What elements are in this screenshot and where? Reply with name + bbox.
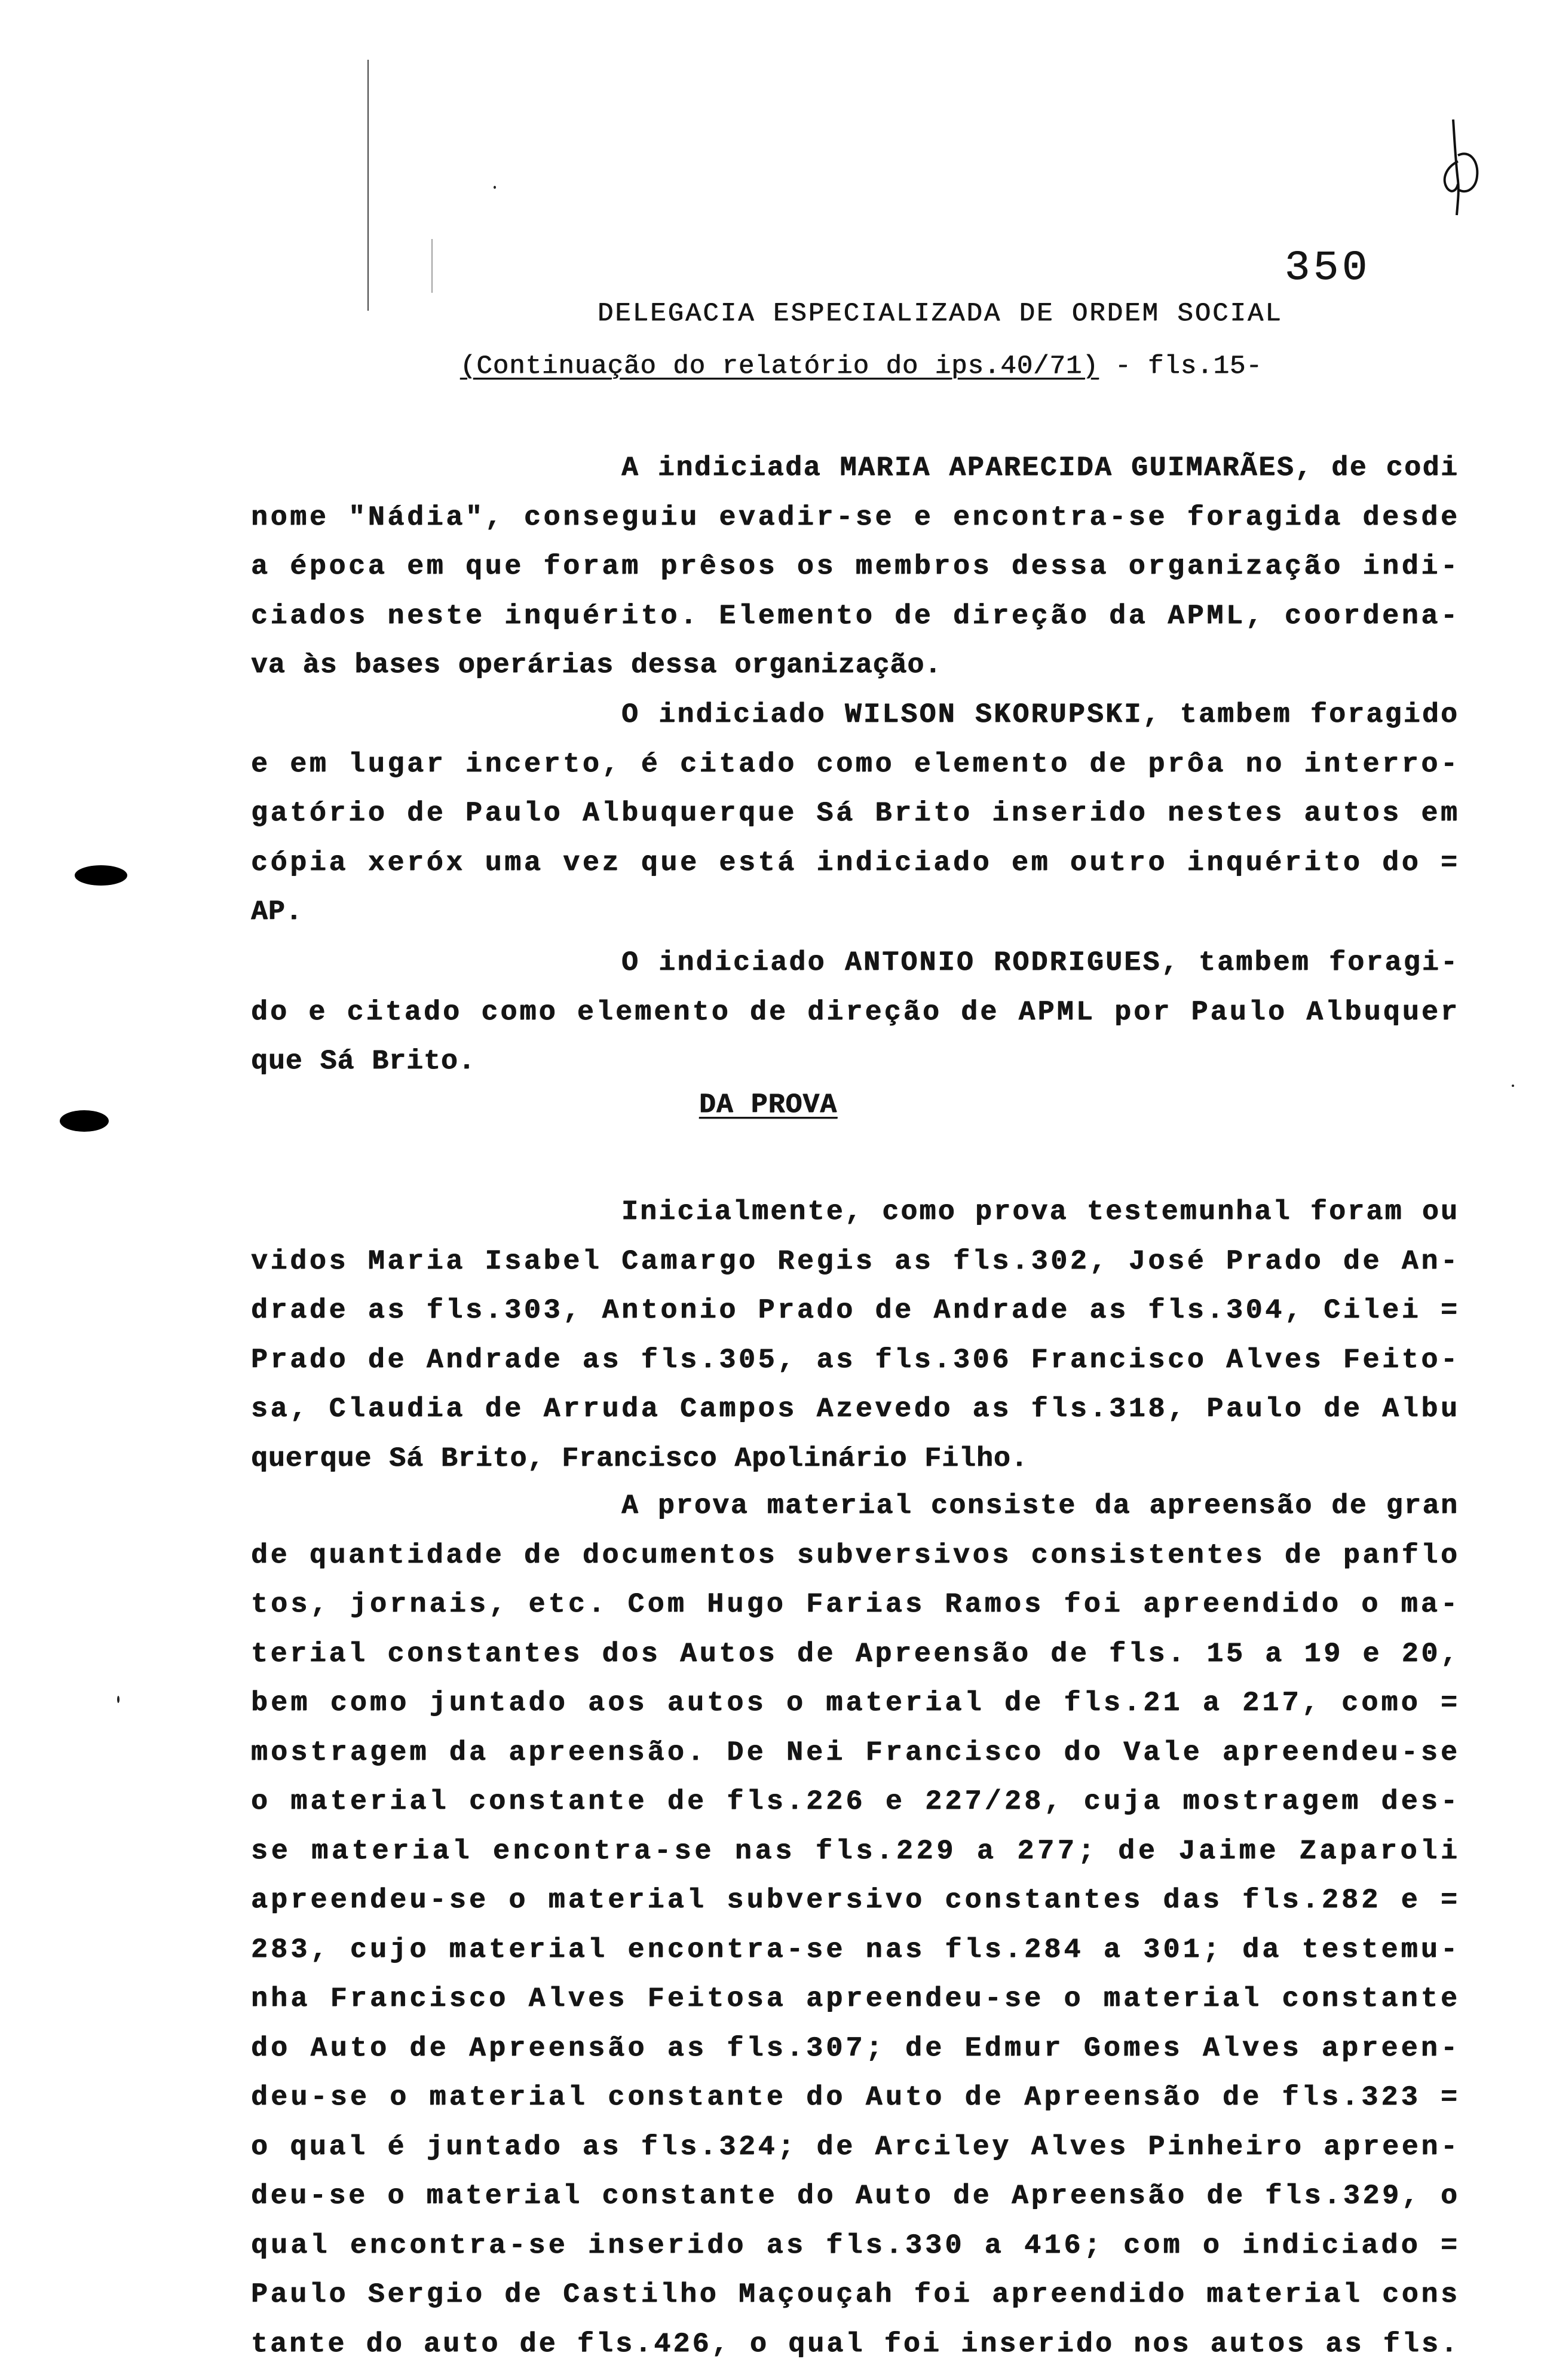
text-line: tos, jornais, etc. Com Hugo Farias Ramos foi apreendido o ma- bbox=[251, 1588, 1461, 1620]
text-line: o material constante de fls.226 e 227/28, cuja mostragem des- bbox=[251, 1785, 1461, 1817]
text-line: que Sá Brito. bbox=[251, 1045, 476, 1077]
folio-reference: - fls.15- bbox=[1098, 351, 1263, 381]
text-line: AP. bbox=[251, 896, 303, 927]
text-line: 283, cujo material encontra-se nas fls.284 a 301; da testemu- bbox=[251, 1933, 1461, 1965]
punch-hole bbox=[75, 865, 127, 886]
punch-hole bbox=[60, 1110, 109, 1132]
header-subtitle bbox=[460, 351, 1263, 381]
margin-line bbox=[431, 239, 433, 293]
text-line: qual encontra-se inserido as fls.330 a 416; com o indiciado = bbox=[251, 2229, 1461, 2261]
text-line: O indiciado WILSON SKORUPSKI, tambem foragido bbox=[621, 699, 1460, 730]
text-line: a época em que foram prêsos os membros dessa organização indi- bbox=[251, 550, 1460, 582]
report-reference: (Continuação do relatório do ips.40/71) bbox=[460, 351, 1099, 381]
text-line: tante do auto de fls.426, o qual foi inserido nos autos as fls. bbox=[251, 2327, 1460, 2360]
text-line: Prado de Andrade as fls.305, as fls.306 Francisco Alves Feito- bbox=[251, 1343, 1460, 1376]
text-line: Inicialmente, como prova testemunhal foram ou bbox=[621, 1196, 1460, 1227]
text-line: drade as fls.303, Antonio Prado de Andrade as fls.304, Cilei = bbox=[251, 1294, 1460, 1326]
text-line: do e citado como elemento de direção de APML por Paulo Albuquer bbox=[251, 996, 1460, 1028]
scan-speck bbox=[1512, 1085, 1514, 1087]
text-line: bem como juntado aos autos o material de fls.21 a 217, como = bbox=[251, 1687, 1461, 1719]
text-line: nha Francisco Alves Feitosa apreendeu-se o material constante bbox=[251, 1983, 1461, 2014]
text-line: do Auto de Apreensão as fls.307; de Edmur Gomes Alves apreen- bbox=[251, 2032, 1461, 2064]
text-line: cópia xeróx uma vez que está indiciado em outro inquérito do = bbox=[251, 846, 1460, 878]
header-title: DELEGACIA ESPECIALIZADA DE ORDEM SOCIAL bbox=[598, 299, 1283, 329]
text-line: mostragem da apreensão. De Nei Francisco do Vale apreendeu-se bbox=[251, 1736, 1461, 1768]
text-line: va às bases operárias dessa organização. bbox=[251, 649, 942, 681]
handwritten-mark-icon bbox=[1434, 114, 1500, 221]
text-line: gatório de Paulo Albuquerque Sá Brito inserido nestes autos em bbox=[251, 797, 1460, 829]
page-number: 350 bbox=[1285, 245, 1371, 292]
text-line: ciados neste inquérito. Elemento de direção da APML, coordena- bbox=[251, 599, 1460, 632]
text-line: querque Sá Brito, Francisco Apolinário Filho. bbox=[251, 1442, 1028, 1474]
text-line: A indiciada MARIA APARECIDA GUIMARÃES, de codi bbox=[621, 452, 1459, 483]
text-line: o qual é juntado as fls.324; de Arciley Alves Pinheiro apreen- bbox=[251, 2130, 1460, 2162]
text-line: vidos Maria Isabel Camargo Regis as fls.302, José Prado de An- bbox=[251, 1245, 1460, 1277]
scan-speck bbox=[117, 1696, 120, 1703]
margin-line bbox=[367, 60, 369, 311]
scan-speck bbox=[494, 186, 496, 189]
text-line: apreendeu-se o material subversivo constantes das fls.282 e = bbox=[251, 1884, 1461, 1916]
text-line: sa, Claudia de Arruda Campos Azevedo as fls.318, Paulo de Albu bbox=[251, 1393, 1460, 1425]
text-line: nome "Nádia", conseguiu evadir-se e encontra-se foragida desde bbox=[251, 501, 1460, 533]
text-line: de quantidade de documentos subversivos consistentes de panflo bbox=[251, 1539, 1460, 1571]
section-heading: DA PROVA bbox=[699, 1089, 838, 1120]
text-line: se material encontra-se nas fls.229 a 277; de Jaime Zaparoli bbox=[251, 1834, 1461, 1867]
text-line: deu-se o material constante do Auto de Apreensão de fls.323 = bbox=[251, 2081, 1461, 2113]
text-line: e em lugar incerto, é citado como elemento de prôa no interro- bbox=[251, 748, 1460, 780]
text-line: A prova material consiste da apreensão de gran bbox=[621, 1490, 1459, 1521]
text-line: O indiciado ANTONIO RODRIGUES, tambem foragi- bbox=[621, 947, 1460, 978]
text-line: deu-se o material constante do Auto de Apreensão de fls.329, o bbox=[251, 2180, 1460, 2211]
text-line: Paulo Sergio de Castilho Maçouçah foi apreendido material cons bbox=[251, 2278, 1460, 2310]
text-line: terial constantes dos Autos de Apreensão de fls. 15 a 19 e 20, bbox=[251, 1637, 1460, 1670]
